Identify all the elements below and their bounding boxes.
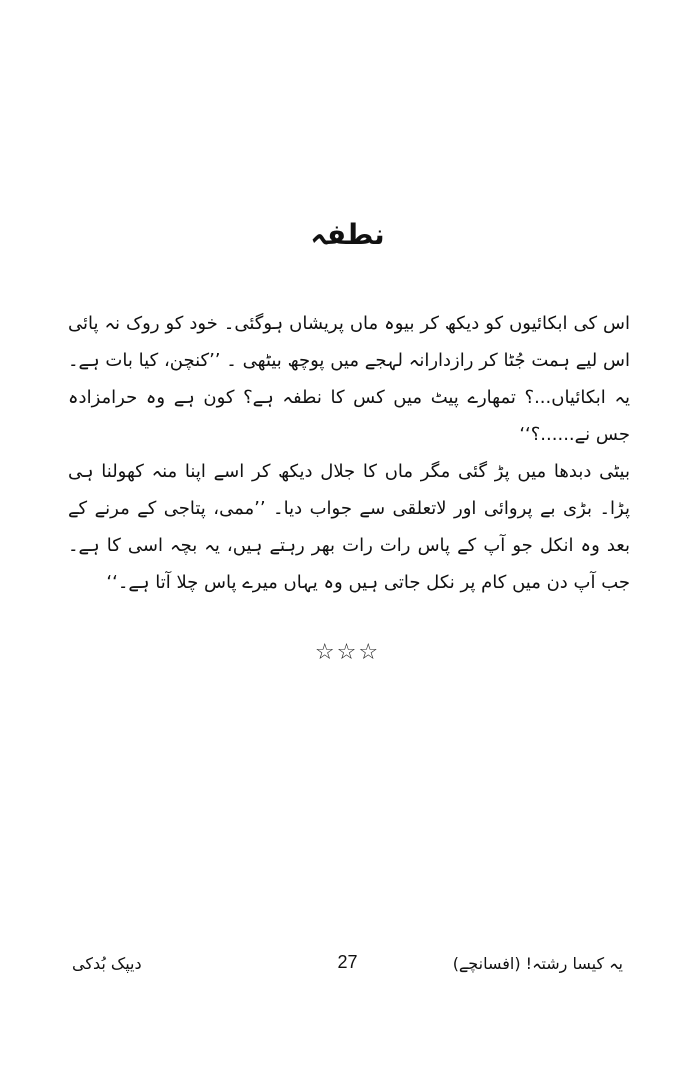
- paragraph-1: اس کی ابکائیوں کو دیکھ کر بیوہ ماں پریشاں ہوگئی۔ خود کو روک نہ پائی اس لیے ہمت جُٹا کر رازدارانہ لہجے میں پوچھ بیٹھی ۔ ’’کنچن، کیا بات ہے۔ یہ ابکائیاں...؟ تمھارے پیٹ میں کس کا نطفہ ہے؟ کون ہے وہ حرامزادہ جس نے......؟‘‘: [68, 313, 630, 445]
- page-number: 27: [337, 952, 358, 972]
- section-separator-stars: ☆☆☆: [314, 640, 381, 665]
- page-footer: [0, 952, 695, 982]
- footer-book-title: یہ کیسا رشتہ! (افسانچے): [452, 954, 623, 973]
- footer-author: دیپک بُدکی: [72, 954, 142, 973]
- paragraph-2: بیٹی دبدھا میں پڑ گئی مگر ماں کا جلال دیکھ کر اسے اپنا منہ کھولنا ہی پڑا۔ بڑی بے پروائی اور لاتعلقی سے جواب دیا۔ ’’ممی، پتاجی کے مرنے کے بعد وہ انکل جو آپ کے پاس رات رات بھر رہتے ہیں، یہ بچہ اسی کا ہے۔ جب آپ دن میں کام پر نکل جاتی ہیں وہ یہاں میرے پاس چلا آتا ہے۔‘‘: [68, 461, 630, 593]
- story-body: [68, 305, 630, 601]
- chapter-title: نطفہ: [310, 218, 385, 251]
